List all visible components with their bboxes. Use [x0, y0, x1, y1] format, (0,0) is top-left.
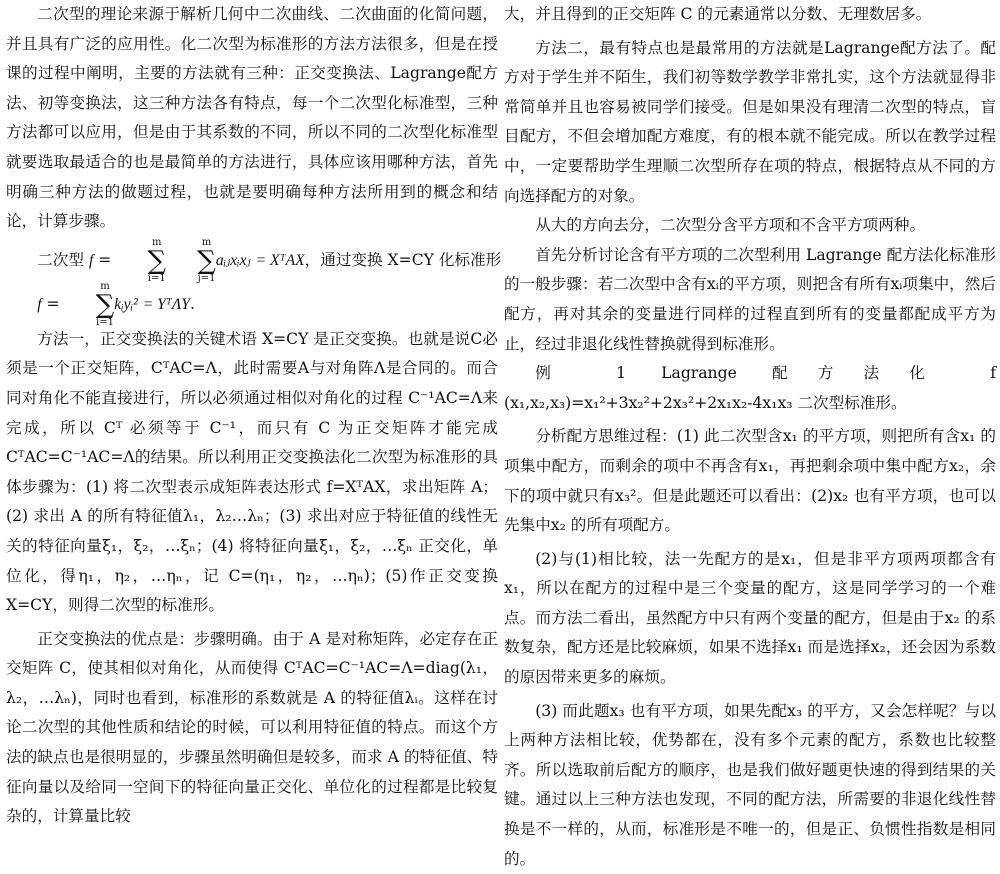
sum-i-2: m ∑ i=1 [95, 280, 115, 328]
formula-term-a: aᵢⱼxᵢxⱼ [215, 251, 251, 269]
paragraph-comparison: (2)与(1)相比较，法一先配方的是x₁，但是非平方项两项都含有x₁，所以在配方的过程中是三个变量的配方，这是同学学习的一个难点。而方法二看出，虽然配方中只有两个变量的配方，但是由于x₂ 的系数复杂，配方还是比较麻烦，如果不选择x₁ 而是选择x₂，还会因为系数的原因带来更多的麻烦。 [504, 549, 996, 687]
paragraph-intro: 二次型的理论来源于解析几何中二次曲线、二次曲面的化简问题，并且具有广泛的应用性。化二次型为标准形的方法方法很多，但是在授课的过程中阐明，主要的方法就有三种：正交变换法、Lagrange配方法、初等变换法，这三种方法各有特点，每一个二次型化标准型，三种方法都可以应用，但是由于其系数的不同，所以不同的二次型化标准型就要选取最适合的也是最简单的方法进行，具体应该用哪种方法，首先明确三种方法的做题过程，也就是要明确每种方法所用到的概念和结论，计算步骤。 [6, 5, 498, 231]
paragraph-analysis: 分析配方思维过程：(1) 此二次型含x₁ 的平方项，则把所有含x₁ 的项集中配方，而剩余的项中不再含有x₁，再把剩余项中集中配方x₂，余下的项中就只有x₃²。但是此题还可以看出：(2)x₂ 也有平方项，也可以先集中x₂ 的所有项配方。 [504, 427, 996, 535]
sum-j: m ∑ j=1 [197, 236, 216, 284]
paragraph-conclusion: (3) 而此题x₃ 也有平方项，如果先配x₃ 的平方，又会怎样呢？与以上两种方法相比较，优势都在，没有多个元素的配方，系数也比较整齐。所以选取前后配方的顺序，也是我们做好题更快速的得到结果的关键。通过以上三种方法也发现，不同的配方法，所需要的非退化线性替换是不一样的，从而，标准形是不唯一的，但是正、负惯性指数是相同的。 [504, 701, 996, 868]
left-column [6, 0, 502, 826]
formula-term-k: kᵢyᵢ² [114, 295, 138, 313]
paragraph-continuation: 大，并且得到的正交矩阵 C 的元素通常以分数、无理数居多。 [504, 5, 932, 23]
paragraph-orthogonal-pros-cons: 正交变换法的优点是：步骤明确。由于 A 是对称矩阵，必定存在正交矩阵 C，使其相似对角化，从而使得 CᵀAC=C⁻¹AC=Λ=diag(λ₁，λ₂，…λₙ)，同时也看到，标准形的系数就是 A 的特征值λᵢ。这样在讨论二次型的其他性质和结论的时候，可以利用特征值的特点。而这个方法的缺点也是很明显的，步骤虽然明确但是较多，而求 A 的特征值、特征向量以及给同一空间下的特征向量正交化、单位化的过程都是比较复杂的，计算量比较 [6, 629, 498, 826]
paragraph-example-1: 例 1 Lagrange 配方法化 f (x₁,x₂,x₃)=x₁²+3x₂²+2x₃²+2x₁x₂-4x₁x₃ 二次型标准形。 [504, 364, 996, 412]
right-column [504, 0, 996, 868]
quadratic-form-formula: 二次型 f = m ∑ i=1 m ∑ j=1 aᵢⱼxᵢxⱼ = XᵀAX，通过变换 X=CY 化标准形 [37, 236, 502, 284]
formula-f: f [88, 251, 94, 269]
paragraph-lagrange-steps: 首先分析讨论含有平方项的二次型利用 Lagrange 配方法化标准形的一般步骤：若二次型中含有xᵢ的平方项，则把含有所有xᵢ项集中，然后配方，再对其余的变量进行同样的过程直到所有的变量都配成平方为止，经过非退化线性替换就得到标准形。 [504, 245, 996, 353]
standard-form-formula: f = m ∑ i=1 kᵢyᵢ² = YᵀΛY. [37, 280, 195, 328]
paragraph-method-one: 方法一，正交变换法的关键术语 X=CY 是正交变换。也就是说C必须是一个正交矩阵，CᵀAC=Λ，此时需要A与对角阵Λ是合同的。而合同对角化不能直接进行，所以必须通过相似对角化的过程 C⁻¹AC=Λ来完成，所以 Cᵀ 必须等于 C⁻¹，而只有 C 为正交矩阵才能完成 CᵀAC=C⁻¹AC=Λ的结果。所以利用正交变换法化二次型为标准形的具体步骤为：(1) 将二次型表示成矩阵表达形式 f=XᵀAX，求出矩阵 A；(2) 求出 A 的所有特征值λ₁，λ₂…λₙ；(3) 求出对应于特征值的线性无关的特征向量ξ₁，ξ₂，…ξₙ；(4) 将特征向量ξ₁，ξ₂，…ξₙ 正交化，单位化，得η₁，η₂，…ηₙ，记 C=(η₁，η₂，…ηₙ)；(5)作正交变换 X=CY，则得二次型的标准形。 [6, 329, 498, 615]
paragraph-classification: 从大的方向去分，二次型分含平方项和不含平方项两种。 [535, 216, 926, 235]
paragraph-method-two: 方法二，最有特点也是最常用的方法就是Lagrange配方法了。配方对于学生并不陌生，我们初等数学教学非常扎实，这个方法就显得非常简单并且也容易被同学们接受。但是如果没有理清二次型的特点，盲目配方，不但会增加配方难度，有的根本就不能完成。所以在教学过程中，一定要帮助学生理顺二次型所存在项的特点，根据特点从不同的方向选择配方的对象。 [504, 38, 996, 205]
sum-i: m ∑ i=1 [147, 236, 167, 284]
